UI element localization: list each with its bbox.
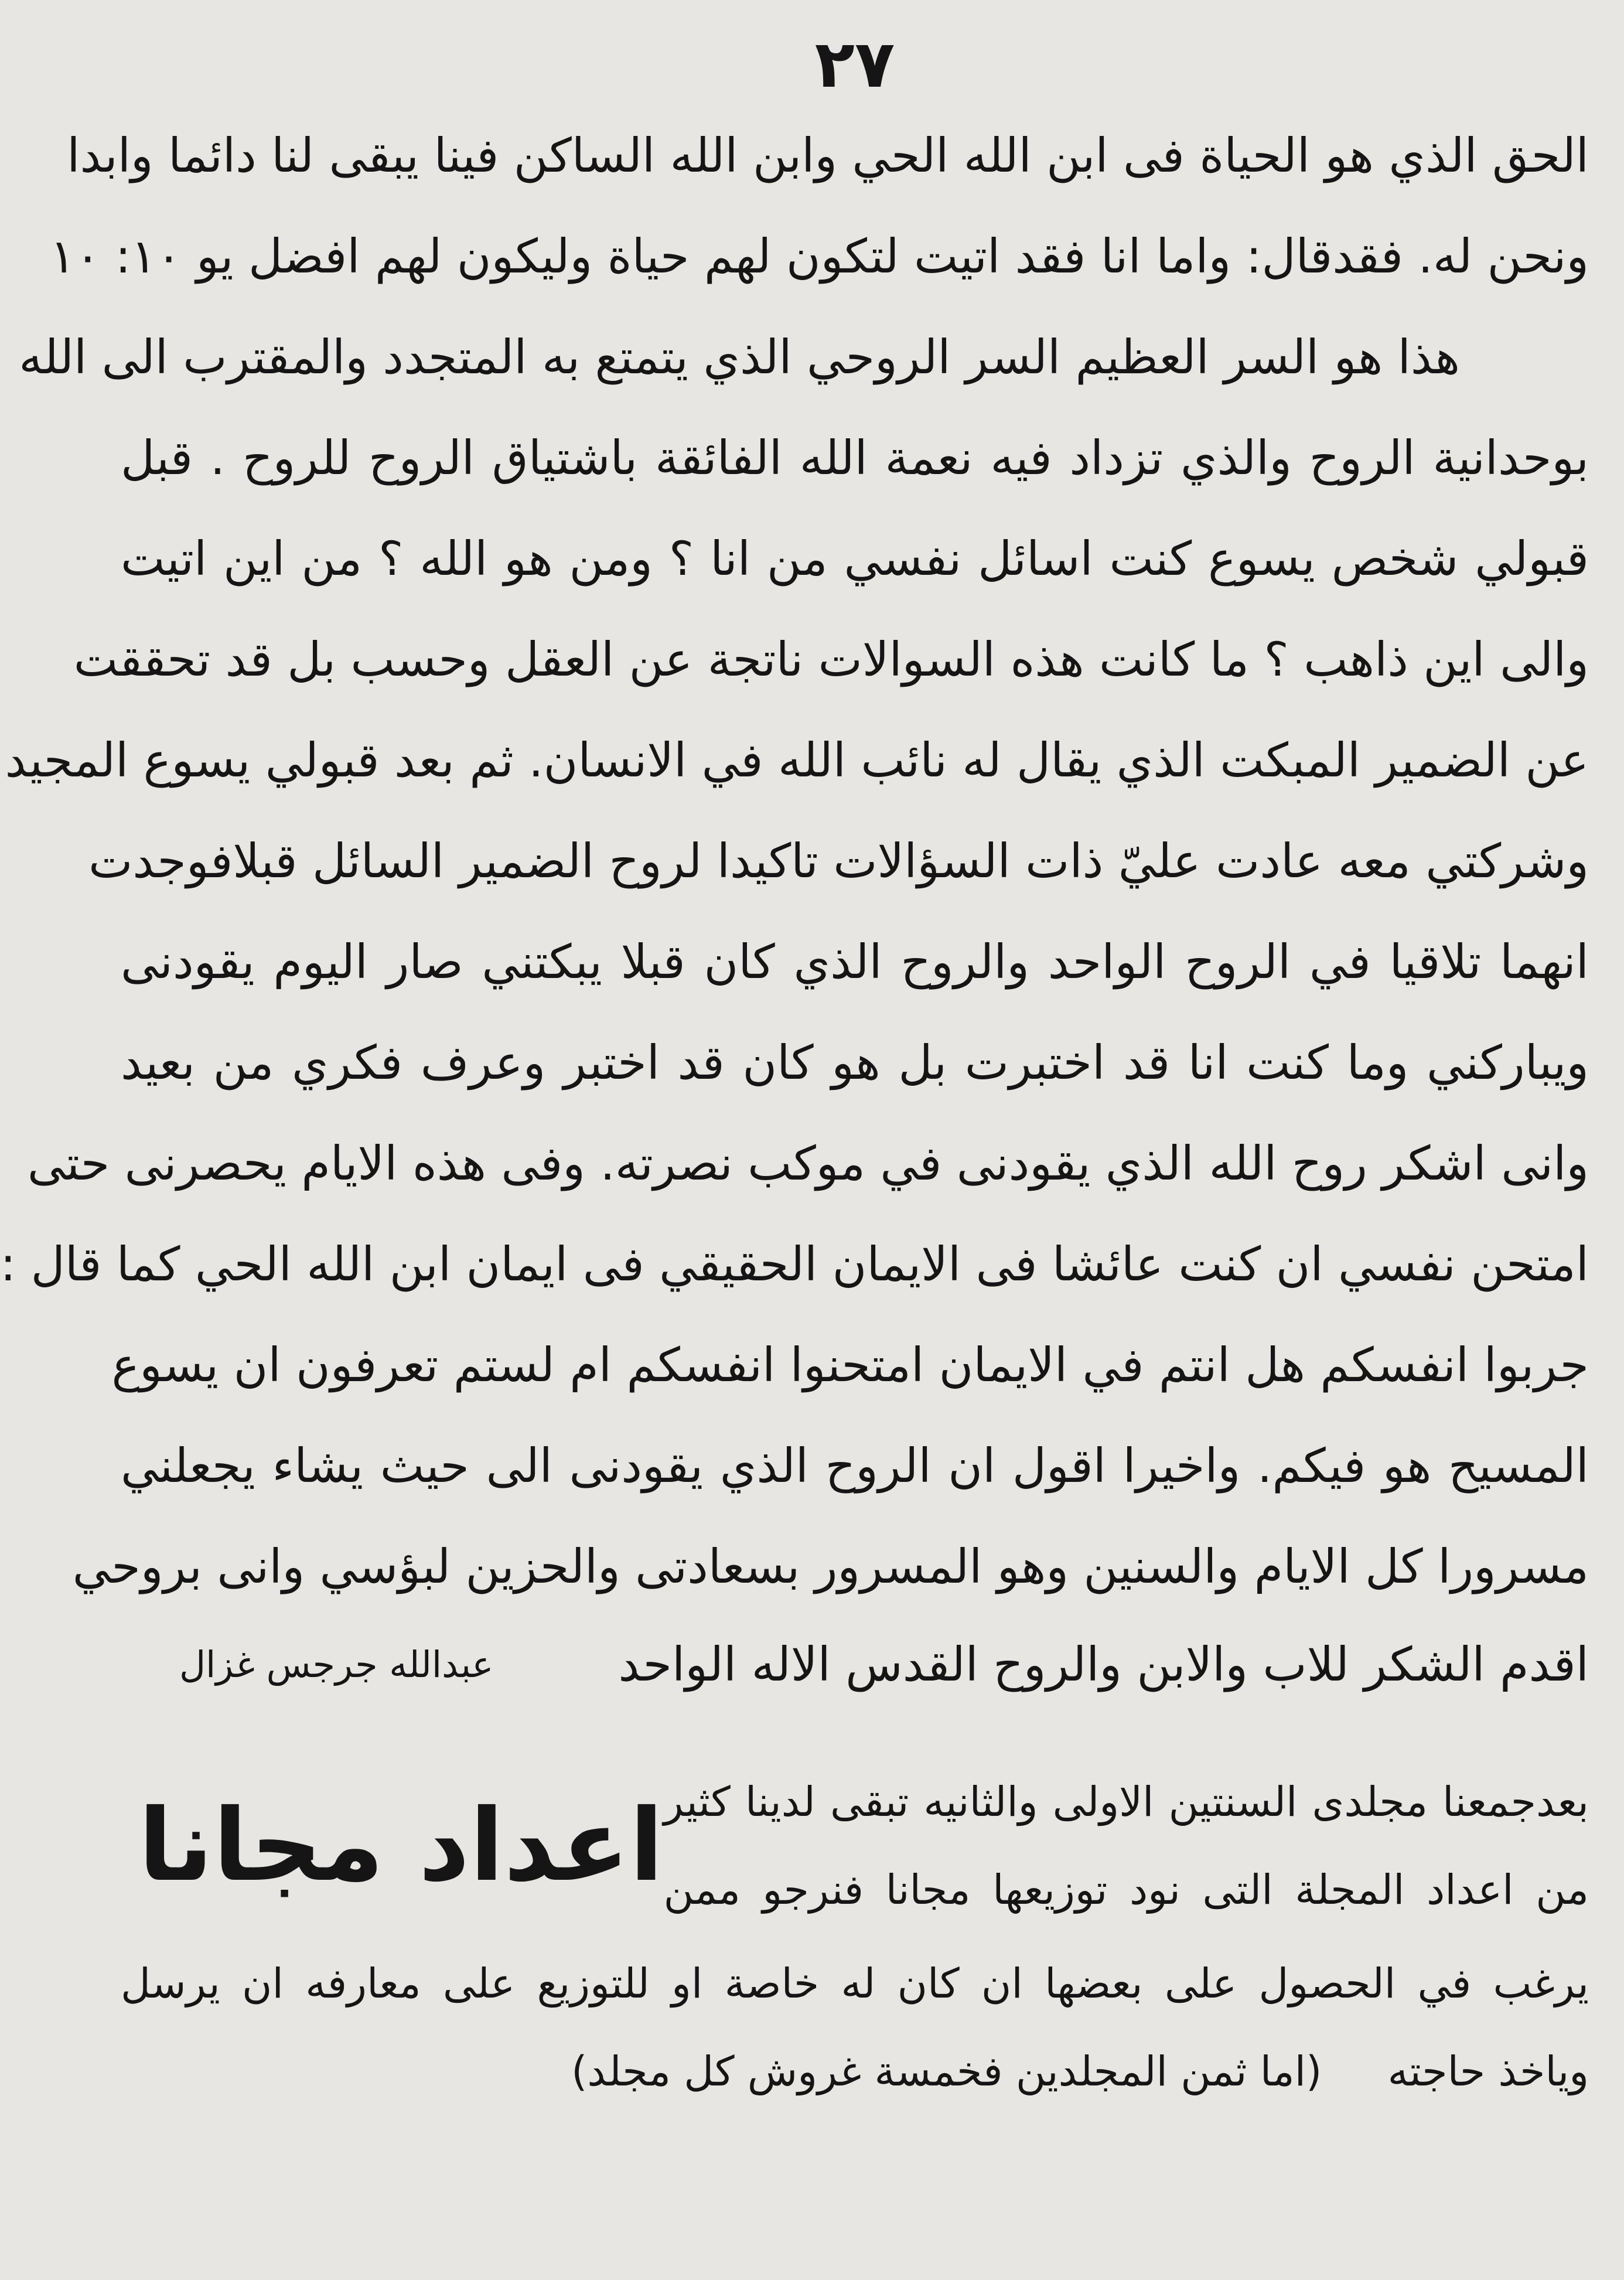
article-line-7: عن الضمير المبكت الذي يقال له نائب الله في الانسان. ثم بعد قبولي يسوع المجيد xyxy=(5,733,1589,788)
article-line-9: انهما تلاقيا في الروح الواحد والروح الذي كان قبلا يبكتني صار اليوم يقودنى xyxy=(121,935,1589,989)
notice-header xyxy=(121,1752,1589,1940)
article-line-1: الحق الذي هو الحياة فى ابن الله الحي وابن الله الساكن فينا يبقى لنا دائما وابدا xyxy=(67,128,1589,183)
article-line-6: والى اين ذاهب ؟ ما كانت هذه السوالات ناتجة عن العقل وحسب بل قد تحققت xyxy=(73,632,1589,687)
notice-last-line-start: وياخذ حاجته xyxy=(1387,2047,1589,2095)
article-line-4: بوحدانية الروح والذي تزداد فيه نعمة الله الفائقة باشتياق الروح للروح . قبل xyxy=(121,431,1589,485)
closing-line: اقدم الشكر للاب والابن والروح القدس الاله الواحد xyxy=(618,1637,1589,1692)
free-issues-notice xyxy=(121,1752,1589,2115)
article-line-15: مسرورا كل الايام والسنين وهو المسرور بسعادتى والحزين لبؤسي وانى بروحي xyxy=(72,1539,1589,1594)
article-line-14: المسيح هو فيكم. واخيرا اقول ان الروح الذي يقودنى الى حيث يشاء يجعلني xyxy=(121,1439,1589,1493)
page-number: ٢٧ xyxy=(814,26,895,103)
article-line-3: هذا هو السر العظيم السر الروحي الذي يتمتع به المتجدد والمقترب الى الله xyxy=(19,330,1460,384)
article-line-10: ويباركني وما كنت انا قد اختبرت بل هو كان قد اختبر وعرف فكري من بعيد xyxy=(121,1035,1589,1090)
closing-row xyxy=(121,1617,1589,1711)
notice-line-4 xyxy=(121,2027,1589,2115)
article-body xyxy=(0,105,1589,1711)
article-line-11: وانى اشكر روح الله الذي يقودنى في موكب نصرته. وفى هذه الايام يحصرنى حتى xyxy=(27,1136,1589,1191)
notice-line-3: يرغب في الحصول على بعضها ان كان له خاصة او للتوزيع على معارفه ان يرسل xyxy=(121,1959,1589,2008)
article-line-13: جربوا انفسكم هل انتم في الايمان امتحنوا انفسكم ام لستم تعرفون ان يسوع xyxy=(111,1338,1589,1392)
price-note: (اما ثمن المجلدين فخمسة غروش كل مجلد) xyxy=(571,2047,1322,2095)
article-line-8: وشركتي معه عادت عليّ ذات السؤالات تاكيدا لروح الضمير السائل قبلافوجدت xyxy=(88,834,1589,888)
author-signature: عبدالله جرجس غزال xyxy=(179,1642,494,1686)
notice-side-text xyxy=(664,1758,1589,1934)
article-line-12: امتحن نفسي ان كنت عائشا فى الايمان الحقيقي فى ايمان ابن الله الحي كما قال : xyxy=(0,1237,1589,1291)
notice-line-1: بعدجمعنا مجلدى السنتين الاولى والثانيه تبقى لدينا كثير xyxy=(663,1778,1589,1826)
notice-line-2: من اعداد المجلة التى نود توزيعها مجانا فنرجو ممن xyxy=(663,1866,1589,1914)
article-line-2: ونحن له. فقدقال: واما انا فقد اتيت لتكون لهم حياة وليكون لهم افضل يو ١٠: ١٠ xyxy=(50,229,1589,284)
notice-title: اعداد مجانا xyxy=(138,1788,664,1904)
article-line-5: قبولي شخص يسوع كنت اسائل نفسي من انا ؟ ومن هو الله ؟ من اين اتيت xyxy=(121,531,1589,586)
